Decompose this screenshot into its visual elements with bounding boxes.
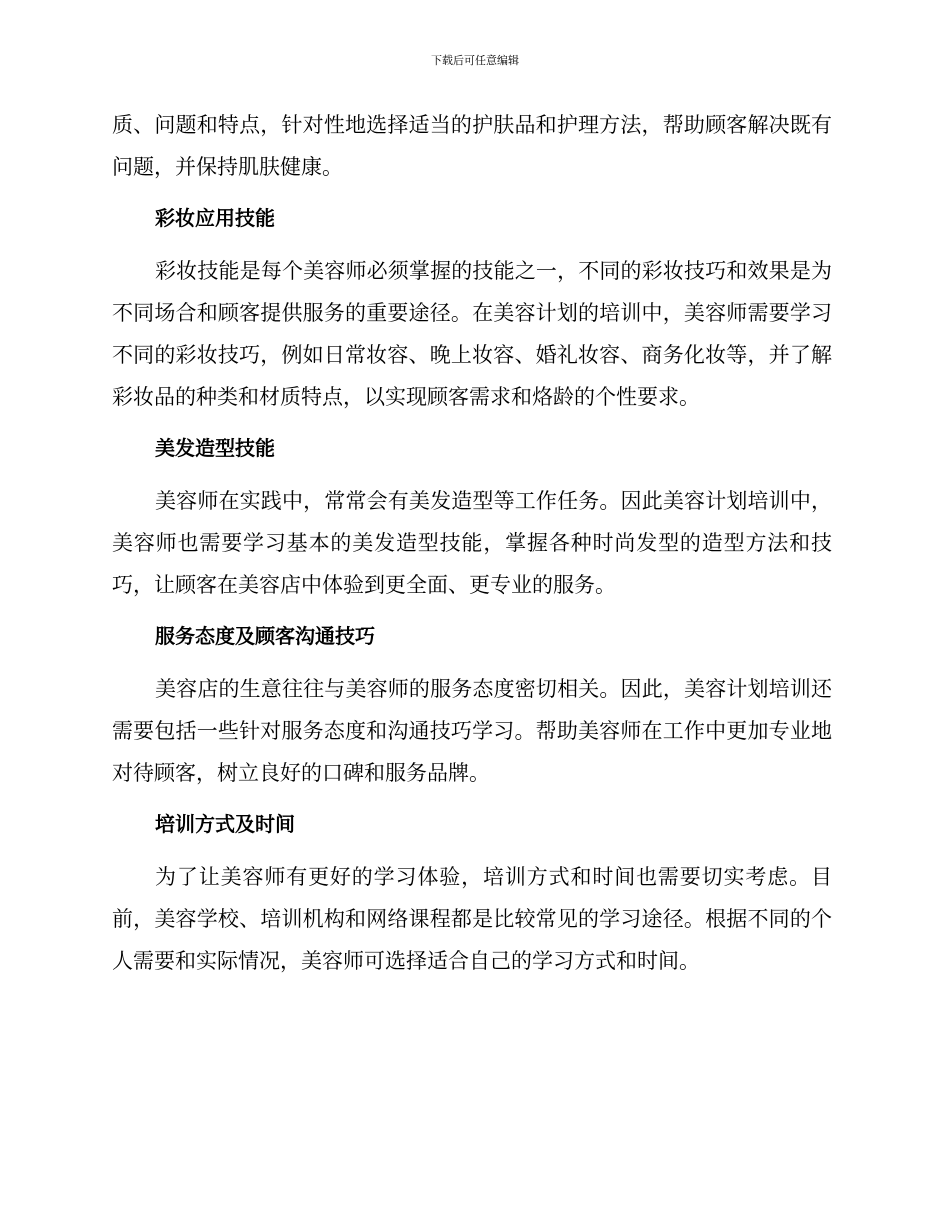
paragraph-skin-care-continued: 质、问题和特点，针对性地选择适当的护肤品和护理方法，帮助顾客解决既有问题，并保持肌肤健康。 bbox=[112, 113, 832, 179]
heading-makeup-skills: 彩妆应用技能 bbox=[155, 206, 275, 230]
document-body bbox=[112, 104, 832, 992]
heading-service-communication: 服务态度及顾客沟通技巧 bbox=[155, 624, 375, 648]
paragraph-service-communication: 美容店的生意往往与美容师的服务态度密切相关。因此，美容计划培训还需要包括一些针对服务态度和沟通技巧学习。帮助美容师在工作中更加专业地对待顾客，树立良好的口碑和服务品牌。 bbox=[112, 677, 832, 785]
paragraph-training-method-time: 为了让美容师有更好的学习体验，培训方式和时间也需要切实考虑。目前，美容学校、培训机构和网络课程都是比较常见的学习途径。根据不同的个人需要和实际情况，美容师可选择适合自己的学习方式和时间。 bbox=[112, 865, 832, 973]
heading-training-method-time: 培训方式及时间 bbox=[155, 812, 295, 836]
page-header: 下载后可任意编辑 bbox=[431, 54, 519, 67]
heading-hair-styling-skills: 美发造型技能 bbox=[155, 436, 275, 460]
paragraph-makeup-skills: 彩妆技能是每个美容师必须掌握的技能之一，不同的彩妆技巧和效果是为不同场合和顾客提供服务的重要途径。在美容计划的培训中，美容师需要学习不同的彩妆技巧，例如日常妆容、晚上妆容、婚礼妆容、商务化妆等，并了解彩妆品的种类和材质特点，以实现顾客需求和烙龄的个性要求。 bbox=[112, 259, 832, 409]
paragraph-hair-styling-skills: 美容师在实践中，常常会有美发造型等工作任务。因此美容计划培训中，美容师也需要学习基本的美发造型技能，掌握各种时尚发型的造型方法和技巧，让顾客在美容店中体验到更全面、更专业的服务。 bbox=[112, 489, 832, 597]
